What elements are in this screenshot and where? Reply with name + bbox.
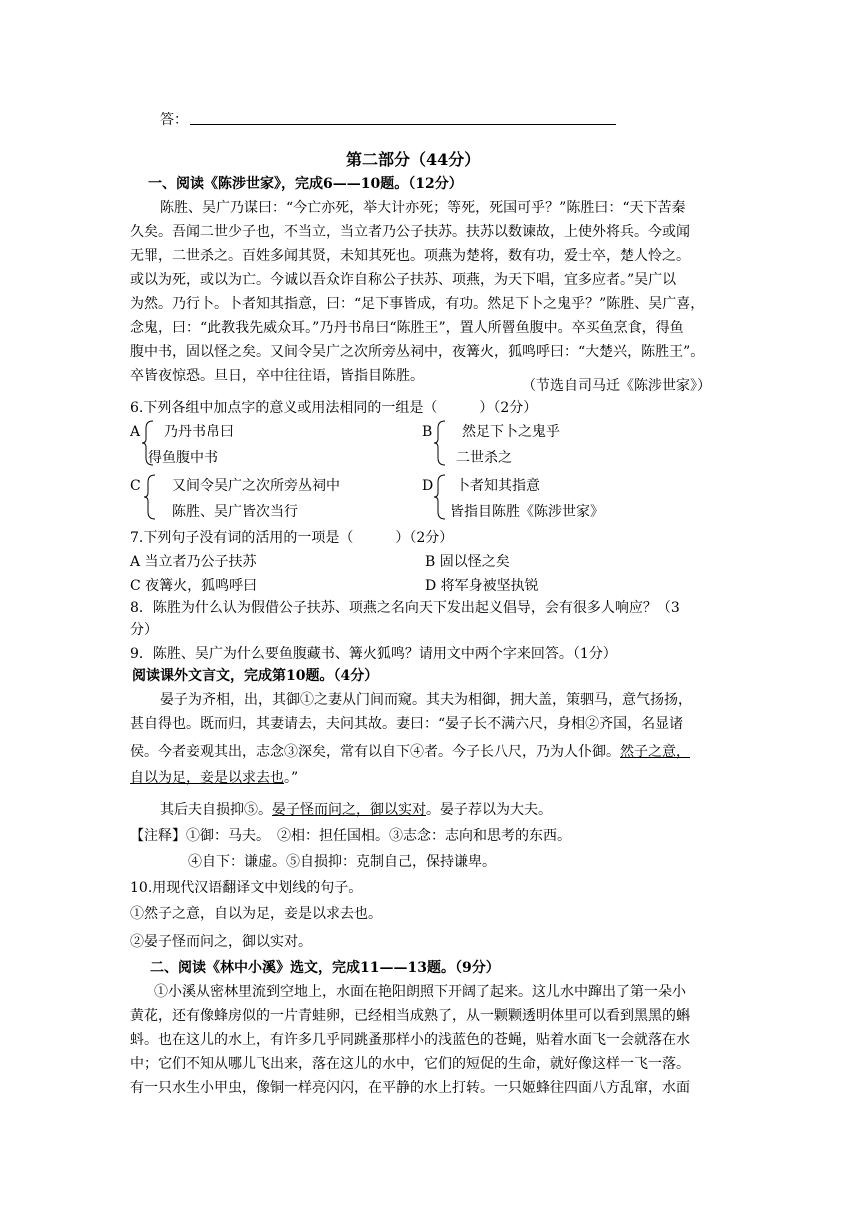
q6-option-a-line1: 乃丹书帛曰 [164, 424, 234, 440]
q7-option-d[interactable]: D 将军身被坚执锐 [425, 578, 539, 594]
passage2-line: 蚪。也在这儿的水上，有许多几乎同跳蚤那样小的浅蓝色的苍蝇，贴着水面飞一会就落在水 [130, 1032, 690, 1048]
extra-passage-line: 晏子为齐相，出，其御①之妻从门间而窥。其夫为相御，拥大盖，策驷马，意气扬扬， [160, 692, 692, 708]
q10-sentence-1: ①然子之意，自以为足，妾是以求去也。 [130, 906, 382, 922]
passage2-line: ①小溪从密林里流到空地上，水面在艳阳朗照下开阔了起来。这儿水中蹿出了第一朵小 [154, 984, 686, 1000]
q6-option-c-label[interactable]: C [130, 478, 141, 494]
passage-line: 为然。乃行卜。卜者知其指意，曰：“足下事皆成，有功。然足下卜之鬼乎？”陈胜、吴广喜， [130, 296, 705, 312]
part2-title: 第二部分（44分） [346, 150, 481, 169]
section1-heading: 一、阅读《陈涉世家》，完成6——10题。（12分） [148, 176, 463, 192]
q9-stem: 9．陈胜、吴广为什么要鱼腹藏书、篝火狐鸣？请用文中两个字来回答。（1分） [130, 646, 617, 662]
passage2-line: 黄花，还有像蜂房似的一片青蛙卵，已经相当成熟了，从一颗颗透明体里可以看到黑黑的蝌 [130, 1008, 690, 1024]
passage2-line: 有一只水生小甲虫，像铜一样亮闪闪，在平静的水上打转。一只姬蜂往四面八方乱窜，水面 [130, 1080, 690, 1096]
answer-label: 答： [160, 112, 188, 128]
annotation-line: ④自下：谦虚。⑤自损抑：克制自己，保持谦卑。 [188, 854, 496, 870]
q7-option-a[interactable]: A 当立者乃公子扶苏 [130, 554, 257, 570]
extra-passage-line [130, 768, 298, 788]
answer-blank-line[interactable] [190, 124, 616, 125]
q6-option-a-label[interactable]: A [130, 424, 141, 440]
annotation-line: 【注释】①御：马夫。 ②相：担任国相。③志念：志向和思考的东西。 [130, 828, 571, 844]
underlined-sentence: 然子之意， [620, 744, 690, 760]
q6-option-a-line2: 得鱼腹中书 [148, 450, 218, 466]
passage-line: 卒皆夜惊恐。旦日，卒中往往语，皆指目陈胜。 [130, 368, 424, 384]
q6-option-d-line2: 皆指目陈胜《陈涉世家》 [450, 504, 604, 520]
passage-line: 或以为死，或以为亡。今诚以吾众诈自称公子扶苏、项燕，为天下唱，宜多应者。”吴广以 [130, 272, 677, 288]
brace-icon [434, 474, 444, 520]
q8-stem: 8．陈胜为什么认为假借公子扶苏、项燕之名向天下发出起义倡导，会有很多人响应？（3 [130, 600, 680, 616]
q6-option-c-line2: 陈胜、吴广皆次当行 [172, 504, 298, 520]
q7-option-c[interactable]: C 夜篝火，狐鸣呼曰 [130, 578, 258, 594]
q6-option-d-line1: 卜者知其指意 [456, 478, 540, 494]
passage-line: 久矣。吾闻二世少子也，不当立，当立者乃公子扶苏。扶苏以数谏故，上使外将兵。今或闻 [130, 224, 690, 240]
extra-passage-text: 。晏子荐以为大夫。 [426, 802, 552, 818]
passage-line: 陈胜、吴广乃谋曰：“今亡亦死，举大计亦死；等死，死国可乎？”陈胜曰：“天下苦秦 [160, 200, 686, 216]
q7-stem: 7.下列句子没有词的活用的一项是（ ）（2分） [130, 530, 454, 546]
passage-line: 念鬼，曰：“此教我先威众耳。”乃丹书帛曰“陈胜王”，置人所罾鱼腹中。卒买鱼烹食，得鱼 [130, 320, 684, 336]
passage-line: 腹中书，固以怪之矣。又间令吴广之次所旁丛祠中，夜篝火，狐鸣呼曰：“大楚兴，陈胜王”。 [130, 344, 705, 360]
extra-passage-text: 侯。今者妾观其出，志念③深矣，常有以自下④者。今子长八尺，乃为人仆御。 [130, 744, 620, 760]
brace-icon [144, 474, 154, 520]
passage2-line: 中；它们不知从哪儿飞出来，落在这儿的水中，它们的短促的生命，就好像这样一飞一落。 [130, 1056, 690, 1072]
extra-passage-text: 。” [284, 770, 299, 786]
extra-passage-line [130, 742, 690, 762]
q10-stem: 10.用现代汉语翻译文中划线的句子。 [130, 880, 363, 896]
q6-option-d-label[interactable]: D [422, 478, 434, 494]
passage-source: （节选自司马迁《陈涉世家》） [522, 378, 711, 394]
q6-option-b-line2: 二世杀之 [456, 450, 512, 466]
underlined-sentence: 自以为足，妾是以求去也 [130, 770, 284, 786]
passage-line: 无罪，二世杀之。百姓多闻其贤，未知其死也。项燕为楚将，数有功，爱士卒，楚人怜之。 [130, 248, 690, 264]
q7-option-b[interactable]: B 固以怪之矣 [425, 554, 510, 570]
extra-passage-text: 其后夫自损抑⑤。 [160, 802, 272, 818]
extra-heading: 阅读课外文言文，完成第10题。（4分） [132, 668, 379, 684]
extra-passage-line [160, 800, 552, 820]
brace-icon [434, 420, 444, 466]
q6-stem: 6.下列各组中加点字的意义或用法相同的一组是（ ）（2分） [130, 400, 538, 416]
extra-passage-line: 甚自得也。既而归，其妻请去，夫问其故。妻曰：“晏子长不满六尺，身相②齐国，名显诸 [130, 716, 684, 732]
underlined-sentence: 晏子怪而问之，御以实对 [272, 802, 426, 818]
q6-option-b-label[interactable]: B [422, 424, 433, 440]
q8-stem-cont: 分） [130, 622, 158, 638]
q10-sentence-2: ②晏子怪而问之，御以实对。 [130, 934, 312, 950]
q6-option-b-line1: 然足下卜之鬼乎 [462, 424, 560, 440]
q6-option-c-line1: 又间令吴广之次所旁丛祠中 [172, 478, 340, 494]
section2-heading: 二、阅读《林中小溪》选文，完成11——13题。（9分） [150, 960, 500, 976]
